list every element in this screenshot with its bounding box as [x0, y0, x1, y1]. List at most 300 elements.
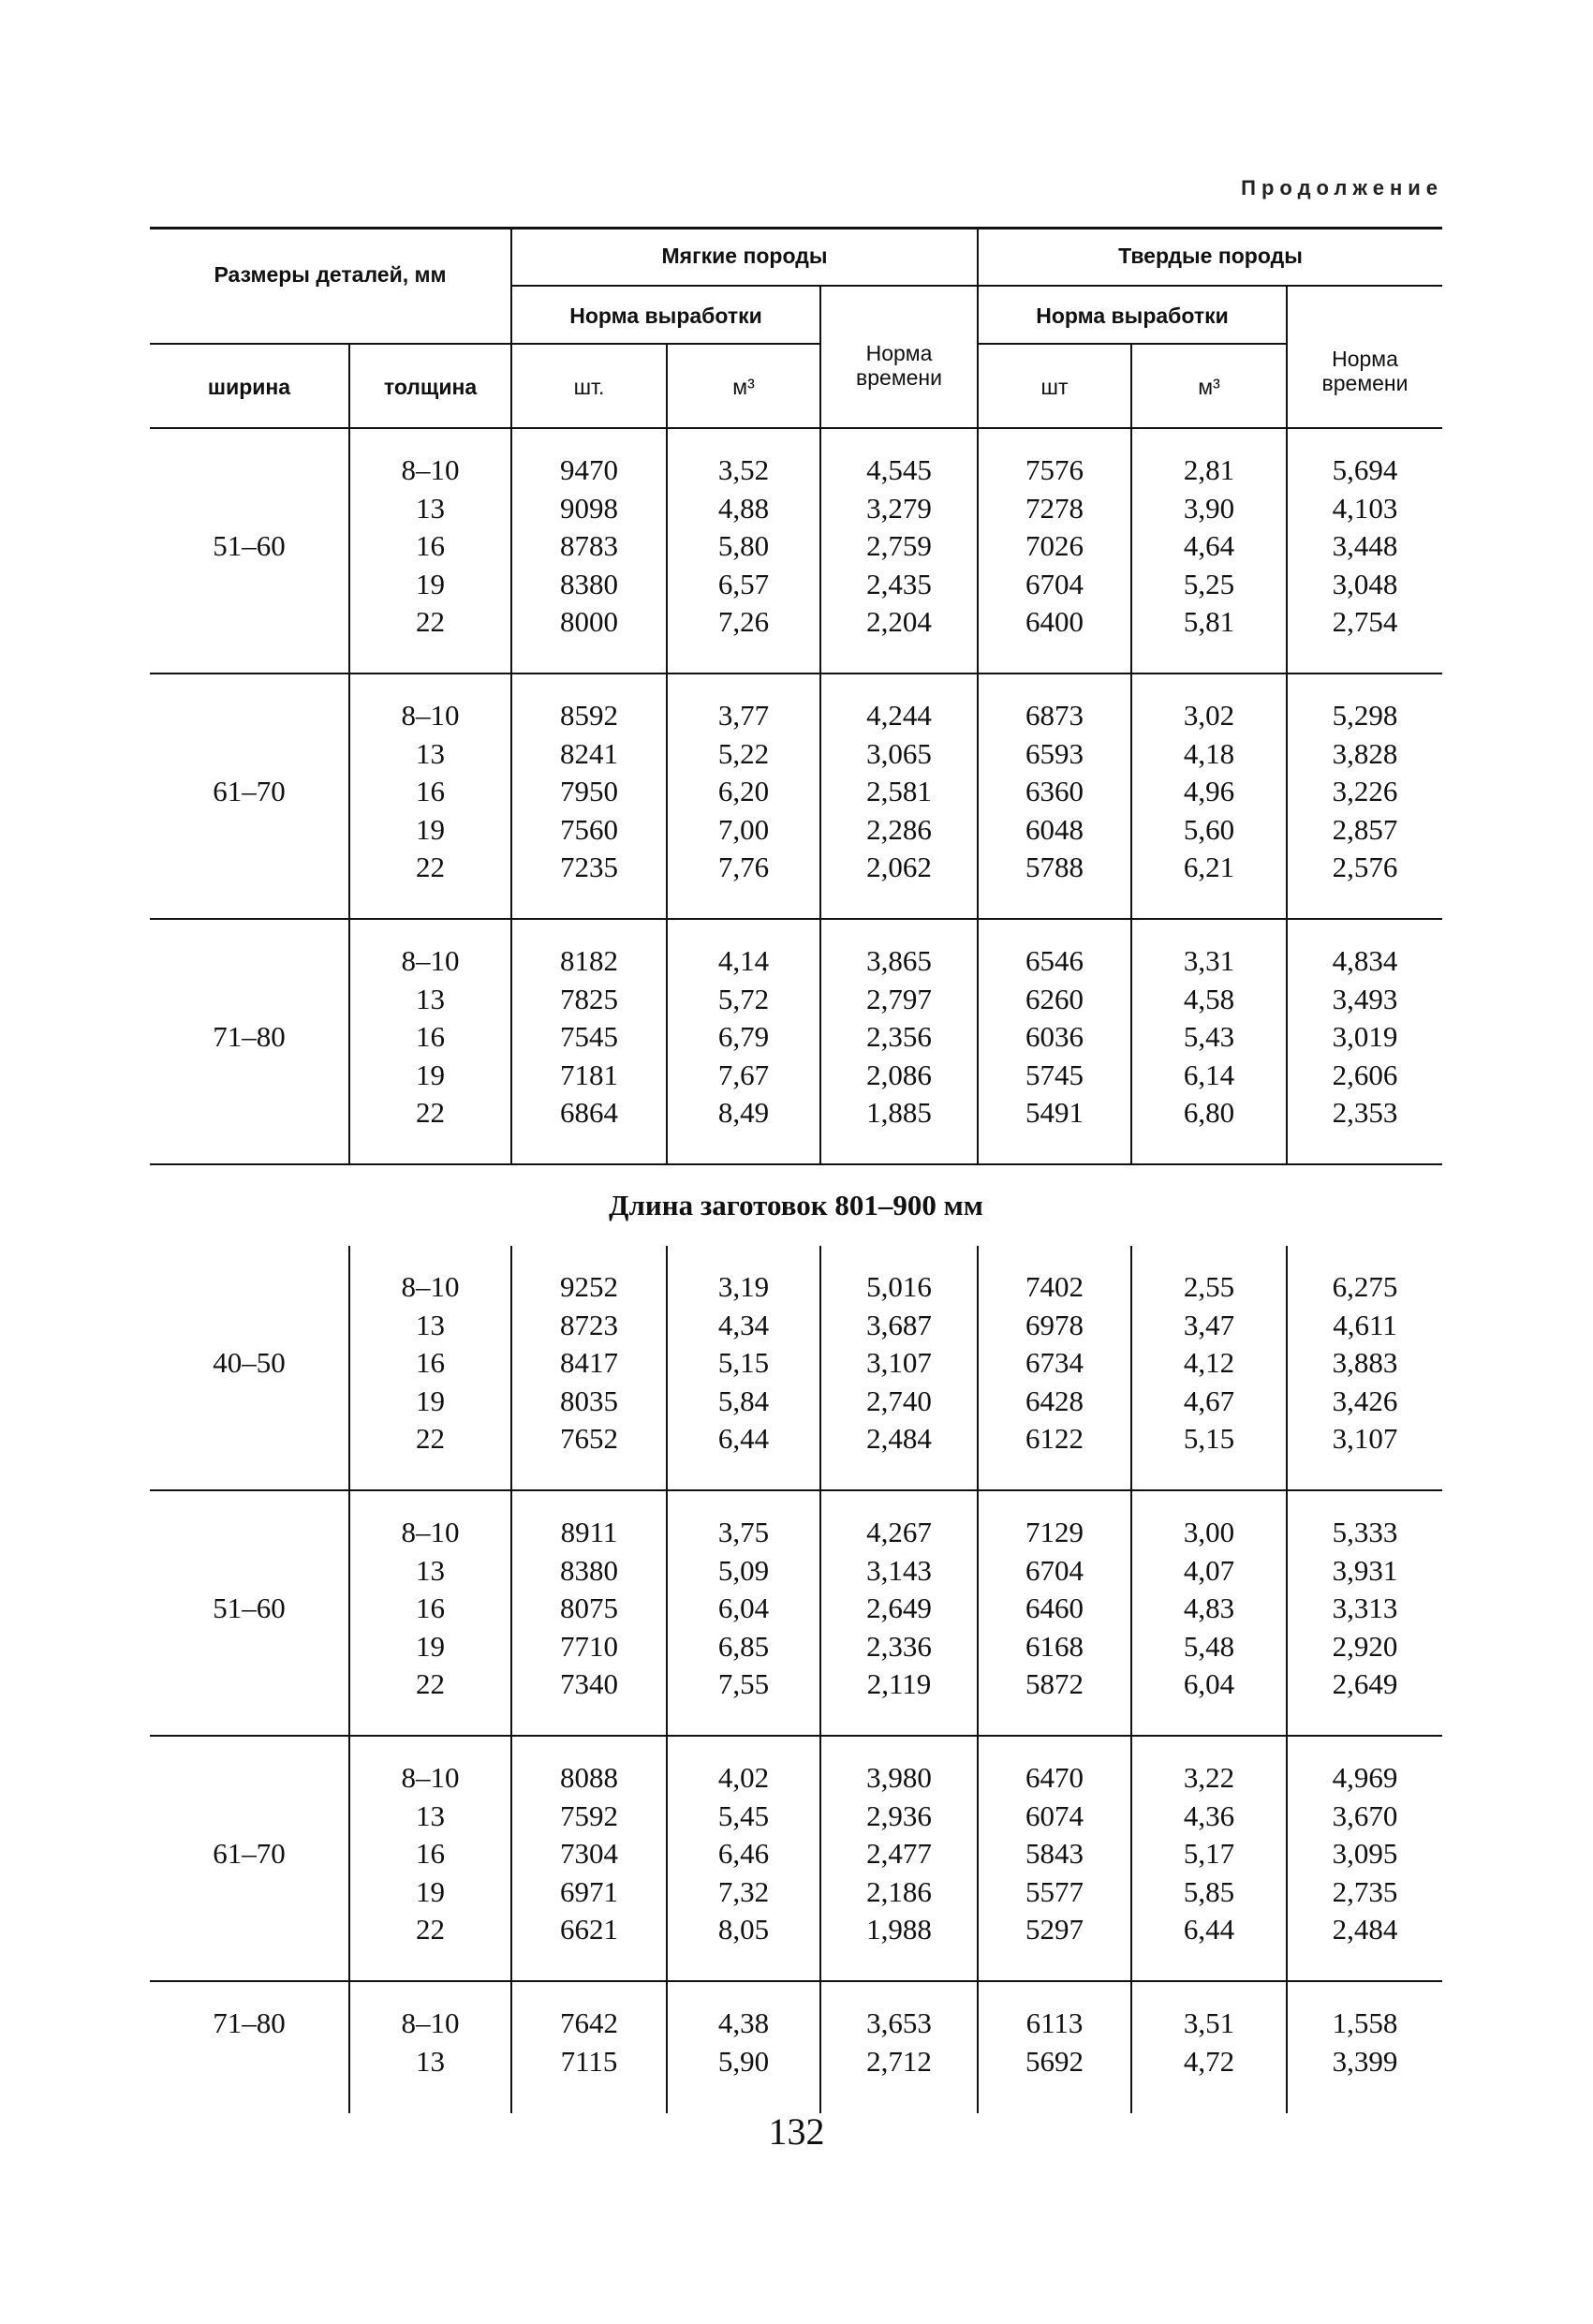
table-cell: 5,15 [717, 1346, 770, 1379]
table-cell: 19 [416, 1874, 445, 1908]
soft-pcs-column [512, 451, 666, 642]
hard-time-column [1288, 2005, 1442, 2080]
table-cell: 13 [416, 1553, 445, 1587]
header-sizes: Размеры деталей, мм [214, 262, 447, 287]
table-cell: 22 [416, 1422, 445, 1455]
table-cell: 5,90 [717, 2044, 770, 2078]
table-cell: 16 [416, 529, 445, 562]
table-cell: 6873 [1025, 699, 1084, 732]
table-cell: 6074 [1025, 1799, 1084, 1832]
table-cell: 8–10 [401, 944, 460, 977]
table-cell: 7278 [1025, 491, 1084, 525]
table-cell: 3,279 [866, 491, 932, 525]
table-cell: 6122 [1025, 1422, 1084, 1455]
soft-time-column [821, 1759, 977, 1949]
table-cell: 5,60 [1183, 812, 1235, 846]
table-cell: 2,81 [1183, 453, 1235, 486]
table-cell: 4,36 [1183, 1799, 1235, 1832]
table-block [150, 1246, 1442, 1491]
hard-m3-column [1132, 942, 1286, 1132]
soft-m3-column [668, 451, 819, 642]
hard-m3-column [1132, 1268, 1286, 1458]
table-cell: 2,735 [1332, 1874, 1398, 1908]
table-cell: 16 [416, 775, 445, 807]
soft-m3-column [668, 697, 819, 887]
table-cell: 8000 [560, 605, 618, 638]
table-cell: 8075 [560, 1591, 618, 1624]
table-cell: 6,46 [717, 1837, 770, 1870]
table-cell: 2,086 [866, 1058, 932, 1091]
table-cell: 3,226 [1332, 775, 1398, 807]
table-cell: 22 [416, 1096, 445, 1129]
table-cell: 3,931 [1332, 1553, 1398, 1587]
table-cell: 3,22 [1183, 1761, 1235, 1794]
section-1 [150, 429, 1442, 1165]
table-block [150, 1491, 1442, 1737]
header-soft-woods: Мягкие породы [661, 244, 828, 268]
header-hard-woods: Твердые породы [1118, 244, 1303, 268]
soft-m3-column [668, 942, 819, 1132]
table-cell: 2,062 [866, 851, 932, 883]
table-cell: 8417 [560, 1346, 618, 1379]
table-cell: 6,79 [717, 1020, 770, 1053]
hard-m3-column [1132, 451, 1286, 642]
table-cell: 5,298 [1332, 699, 1398, 732]
table-cell: 5,84 [717, 1384, 770, 1417]
hard-m3-column [1132, 2005, 1286, 2080]
hard-m3-column [1132, 1759, 1286, 1949]
table-cell: 5,80 [717, 529, 770, 562]
table-cell: 3,426 [1332, 1384, 1398, 1417]
table-cell: 4,244 [866, 699, 932, 732]
table-cell: 2,857 [1332, 812, 1398, 846]
table-cell: 13 [416, 736, 445, 770]
table-cell: 3,90 [1183, 491, 1235, 525]
table-cell: 6704 [1025, 567, 1084, 600]
table-cell: 7592 [560, 1799, 618, 1832]
table-cell: 6971 [560, 1874, 618, 1908]
section-2 [150, 1246, 1442, 2113]
table-cell: 5,81 [1183, 605, 1235, 638]
table-cell: 4,545 [866, 453, 932, 486]
table-cell: 3,670 [1332, 1799, 1398, 1832]
soft-pcs-column [512, 1514, 666, 1704]
header-hard-pcs: шт [1040, 375, 1069, 399]
hard-pcs-column [979, 1514, 1130, 1704]
table-cell: 6978 [1025, 1308, 1084, 1341]
soft-time-column [821, 451, 977, 642]
table-cell: 5692 [1025, 2044, 1084, 2078]
table-cell: 3,47 [1183, 1308, 1235, 1341]
table-cell: 3,52 [717, 453, 770, 486]
table-cell: 9470 [560, 453, 618, 486]
table-cell: 8–10 [401, 453, 460, 486]
table-cell: 2,712 [866, 2044, 932, 2078]
table-cell: 7340 [560, 1667, 618, 1700]
soft-pcs-column [512, 2005, 666, 2080]
table-cell: 7235 [560, 851, 618, 883]
table-cell: 3,019 [1332, 1020, 1398, 1053]
table-cell: 8,05 [717, 1913, 770, 1946]
table-cell: 2,606 [1332, 1058, 1398, 1091]
thickness-column [350, 451, 510, 642]
table-cell: 2,336 [866, 1629, 932, 1663]
table-cell: 6048 [1025, 812, 1084, 846]
table-cell: 3,143 [866, 1553, 932, 1587]
table-cell: 5,17 [1183, 1837, 1235, 1870]
table-cell: 3,31 [1183, 944, 1235, 977]
table-body [150, 429, 1442, 2113]
table-cell: 4,834 [1332, 944, 1398, 977]
soft-time-column [821, 697, 977, 887]
thickness-column [350, 2005, 510, 2080]
soft-m3-column [668, 1268, 819, 1458]
hard-time-column [1288, 942, 1442, 1132]
table-cell: 6734 [1025, 1346, 1084, 1379]
table-cell: 2,649 [1332, 1667, 1398, 1700]
table-cell: 19 [416, 1058, 445, 1091]
soft-pcs-column [512, 1268, 666, 1458]
table-cell: 6,85 [717, 1629, 770, 1663]
table-cell: 6864 [560, 1096, 618, 1129]
table-cell: 5,48 [1183, 1629, 1235, 1663]
table-cell: 2,204 [866, 605, 932, 638]
hard-pcs-column [979, 942, 1130, 1132]
table-cell: 5577 [1025, 1874, 1084, 1908]
hard-m3-column [1132, 1514, 1286, 1704]
table-cell: 6,44 [1183, 1913, 1235, 1946]
width-cell: 71–80 [213, 1020, 286, 1053]
table-cell: 5,25 [1183, 567, 1235, 600]
table-cell: 4,38 [717, 2006, 770, 2039]
table-cell: 3,51 [1183, 2006, 1235, 2039]
table-cell: 2,581 [866, 775, 932, 807]
table-cell: 7115 [560, 2044, 618, 2078]
table-cell: 4,14 [717, 944, 770, 977]
table-cell: 3,048 [1332, 567, 1398, 600]
table-cell: 8182 [560, 944, 618, 977]
table-cell: 2,356 [866, 1020, 932, 1053]
table-cell: 2,576 [1332, 851, 1398, 883]
table-cell: 2,920 [1332, 1629, 1398, 1663]
soft-time-column [821, 1514, 977, 1704]
table-cell: 7402 [1025, 1270, 1084, 1303]
table-cell: 5,45 [717, 1799, 770, 1832]
table-cell: 16 [416, 1837, 445, 1870]
table-cell: 2,936 [866, 1799, 932, 1832]
table-cell: 7304 [560, 1837, 618, 1870]
table-cell: 8035 [560, 1384, 618, 1417]
table-cell: 3,19 [717, 1270, 770, 1303]
table-cell: 2,484 [1332, 1913, 1398, 1946]
table-block [150, 429, 1442, 674]
table-cell: 19 [416, 567, 445, 600]
table-cell: 7652 [560, 1422, 618, 1455]
table-cell: 6260 [1025, 982, 1084, 1015]
table-cell: 4,18 [1183, 736, 1235, 770]
header-hard-norm-output: Норма выработки [1036, 303, 1229, 328]
soft-pcs-column [512, 1759, 666, 1949]
table-cell: 7825 [560, 982, 618, 1015]
width-cell: 71–80 [213, 2006, 286, 2039]
table-cell: 5,694 [1332, 453, 1398, 486]
table-cell: 2,759 [866, 529, 932, 562]
table-cell: 8241 [560, 736, 618, 770]
table-cell: 6,80 [1183, 1096, 1235, 1129]
table-cell: 6,57 [717, 567, 770, 600]
soft-time-column [821, 2005, 977, 2080]
table-cell: 2,754 [1332, 605, 1398, 638]
table-cell: 13 [416, 2044, 445, 2078]
table-cell: 7560 [560, 812, 618, 846]
table-cell: 3,493 [1332, 982, 1398, 1015]
table-cell: 6593 [1025, 736, 1084, 770]
soft-m3-column [668, 1514, 819, 1704]
soft-pcs-column [512, 942, 666, 1132]
table-cell: 3,065 [866, 736, 932, 770]
table-cell: 3,107 [1332, 1422, 1398, 1455]
table-cell: 2,740 [866, 1384, 932, 1417]
table-cell: 5,09 [717, 1553, 770, 1587]
header-thickness: толщина [383, 375, 478, 399]
table-cell: 5745 [1025, 1058, 1084, 1091]
table-cell: 8–10 [401, 2006, 460, 2039]
table-cell: 4,07 [1183, 1553, 1235, 1587]
table-cell: 9252 [560, 1270, 618, 1303]
header-soft-norm-output: Норма выработки [569, 303, 762, 328]
table-cell: 3,00 [1183, 1516, 1235, 1548]
table-cell: 3,313 [1332, 1591, 1398, 1624]
table-cell: 4,969 [1332, 1761, 1398, 1794]
table-cell: 6400 [1025, 605, 1084, 638]
table-cell: 4,12 [1183, 1346, 1235, 1379]
table-cell: 5,22 [717, 736, 770, 770]
table-cell: 6036 [1025, 1020, 1084, 1053]
page-number: 132 [768, 2110, 825, 2153]
thickness-column [350, 1514, 510, 1704]
table-cell: 2,286 [866, 812, 932, 846]
table-cell: 6,21 [1183, 851, 1235, 883]
table-cell: 3,095 [1332, 1837, 1398, 1870]
table-cell: 16 [416, 1346, 445, 1379]
table-cell: 5,016 [866, 1270, 932, 1303]
table-cell: 5872 [1025, 1667, 1084, 1700]
table-cell: 6460 [1025, 1591, 1084, 1624]
hard-pcs-column [979, 2005, 1130, 2080]
table-cell: 8–10 [401, 699, 460, 732]
table-block [150, 1737, 1442, 1982]
table-cell: 6470 [1025, 1761, 1084, 1794]
table-cell: 4,103 [1332, 491, 1398, 525]
table-cell: 7950 [560, 775, 618, 807]
table-cell: 2,797 [866, 982, 932, 1015]
table-cell: 1,988 [866, 1913, 932, 1946]
table-cell: 5297 [1025, 1913, 1084, 1946]
table-cell: 3,77 [717, 699, 770, 732]
table-cell: 8–10 [401, 1761, 460, 1794]
table-cell: 16 [416, 1591, 445, 1624]
table-cell: 2,119 [866, 1667, 932, 1700]
table-cell: 6,44 [717, 1422, 770, 1455]
table-cell: 5,72 [717, 982, 770, 1015]
table-cell: 2,649 [866, 1591, 932, 1624]
table-cell: 5,333 [1332, 1516, 1398, 1548]
header-width: ширина [207, 375, 291, 399]
table-cell: 8088 [560, 1761, 618, 1794]
hard-time-column [1288, 451, 1442, 642]
soft-time-column [821, 942, 977, 1132]
table-cell: 2,435 [866, 567, 932, 600]
header-soft-m3: м³ [732, 375, 755, 399]
table-cell: 7,67 [717, 1058, 770, 1091]
table-cell: 22 [416, 851, 445, 883]
table-cell: 3,883 [1332, 1346, 1398, 1379]
table-cell: 3,399 [1332, 2044, 1398, 2078]
table-cell: 3,107 [866, 1346, 932, 1379]
table-cell: 4,83 [1183, 1591, 1235, 1624]
table-cell: 8–10 [401, 1270, 460, 1303]
hard-pcs-column [979, 451, 1130, 642]
table-cell: 6428 [1025, 1384, 1084, 1417]
table-cell: 13 [416, 1308, 445, 1341]
table-cell: 3,448 [1332, 529, 1398, 562]
table-header [150, 227, 1442, 429]
table-block [150, 674, 1442, 920]
table-cell: 7026 [1025, 529, 1084, 562]
table-cell: 3,02 [1183, 699, 1235, 732]
table-cell: 5,15 [1183, 1422, 1235, 1455]
continued-label: Продолжение [1241, 176, 1443, 200]
table-block [150, 920, 1442, 1165]
hard-time-column [1288, 1514, 1442, 1704]
table-cell: 8380 [560, 567, 618, 600]
section-2-title: Длина заготовок 801–900 мм [609, 1189, 983, 1221]
table-cell: 4,64 [1183, 529, 1235, 562]
soft-m3-column [668, 2005, 819, 2080]
table-cell: 8592 [560, 699, 618, 732]
table-cell: 1,558 [1332, 2006, 1398, 2039]
table-cell: 22 [416, 1667, 445, 1700]
table-cell: 13 [416, 1799, 445, 1832]
table-cell: 7642 [560, 2006, 618, 2039]
table-cell: 19 [416, 812, 445, 846]
table-cell: 6,275 [1332, 1270, 1398, 1303]
table-cell: 5788 [1025, 851, 1084, 883]
table-cell: 7545 [560, 1020, 618, 1053]
table-cell: 3,828 [1332, 736, 1398, 770]
table-cell: 4,67 [1183, 1384, 1235, 1417]
hard-m3-column [1132, 697, 1286, 887]
table-cell: 6546 [1025, 944, 1084, 977]
table-cell: 7,55 [717, 1667, 770, 1700]
table-cell: 2,484 [866, 1422, 932, 1455]
header-hard-m3: м³ [1198, 375, 1220, 399]
table-cell: 6621 [560, 1913, 618, 1946]
table-cell: 22 [416, 605, 445, 638]
table-cell: 2,353 [1332, 1096, 1398, 1129]
table-cell: 4,88 [717, 491, 770, 525]
table-cell: 3,687 [866, 1308, 932, 1341]
table-cell: 19 [416, 1629, 445, 1663]
table-cell: 6113 [1025, 2006, 1084, 2039]
header-hard-norm-time: Норма времени [1321, 347, 1409, 395]
thickness-column [350, 942, 510, 1132]
table-cell: 19 [416, 1384, 445, 1417]
table-cell: 7710 [560, 1629, 618, 1663]
table-cell: 8380 [560, 1553, 618, 1587]
table-cell: 4,72 [1183, 2044, 1235, 2078]
table-cell: 6360 [1025, 775, 1084, 807]
table-cell: 8,49 [717, 1096, 770, 1129]
table-cell: 6168 [1025, 1629, 1084, 1663]
table-cell: 13 [416, 982, 445, 1015]
table-cell: 6704 [1025, 1553, 1084, 1587]
table-cell: 9098 [560, 491, 618, 525]
table-cell: 3,865 [866, 944, 932, 977]
width-cell: 61–70 [213, 1837, 286, 1870]
soft-time-column [821, 1268, 977, 1458]
soft-pcs-column [512, 697, 666, 887]
table-cell: 2,477 [866, 1837, 932, 1870]
table-cell: 4,267 [866, 1516, 932, 1548]
table-cell: 7576 [1025, 453, 1084, 486]
thickness-column [350, 697, 510, 887]
table-cell: 4,611 [1333, 1308, 1397, 1341]
hard-pcs-column [979, 1759, 1130, 1949]
table-cell: 7129 [1025, 1516, 1084, 1548]
table-cell: 6,14 [1183, 1058, 1235, 1091]
table-cell: 5,43 [1183, 1020, 1235, 1053]
table-cell: 2,186 [866, 1874, 932, 1908]
header-soft-norm-time: Норма времени [856, 341, 942, 390]
table-cell: 5491 [1025, 1096, 1084, 1129]
table-cell: 13 [416, 491, 445, 525]
width-cell: 51–60 [213, 1591, 286, 1624]
table-cell: 4,02 [717, 1761, 770, 1794]
table-cell: 8–10 [401, 1516, 460, 1548]
soft-m3-column [668, 1759, 819, 1949]
table-cell: 4,58 [1183, 982, 1235, 1015]
hard-time-column [1288, 1268, 1442, 1458]
table-block [150, 1982, 1442, 2113]
width-cell: 40–50 [213, 1346, 286, 1379]
table-cell: 3,75 [717, 1516, 770, 1548]
table-cell: 7,26 [717, 605, 770, 638]
hard-pcs-column [979, 1268, 1130, 1458]
table-cell: 7181 [560, 1058, 618, 1091]
width-cell: 61–70 [213, 775, 286, 807]
hard-pcs-column [979, 697, 1130, 887]
table-cell: 4,96 [1183, 775, 1235, 807]
table-cell: 1,885 [866, 1096, 932, 1129]
table-cell: 6,20 [717, 775, 770, 807]
table-cell: 8723 [560, 1308, 618, 1341]
table-cell: 8911 [560, 1516, 618, 1548]
table-cell: 4,34 [717, 1308, 770, 1341]
hard-time-column [1288, 1759, 1442, 1949]
width-cell: 51–60 [213, 529, 286, 562]
table-cell: 5843 [1025, 1837, 1084, 1870]
table-cell: 3,653 [866, 2006, 932, 2039]
table-cell: 7,00 [717, 812, 770, 846]
table-cell: 8783 [560, 529, 618, 562]
table-cell: 2,55 [1183, 1270, 1235, 1303]
table-cell: 7,32 [717, 1874, 770, 1908]
hard-time-column [1288, 697, 1442, 887]
table-cell: 3,980 [866, 1761, 932, 1794]
table-cell: 7,76 [717, 851, 770, 883]
table-cell: 6,04 [1183, 1667, 1235, 1700]
